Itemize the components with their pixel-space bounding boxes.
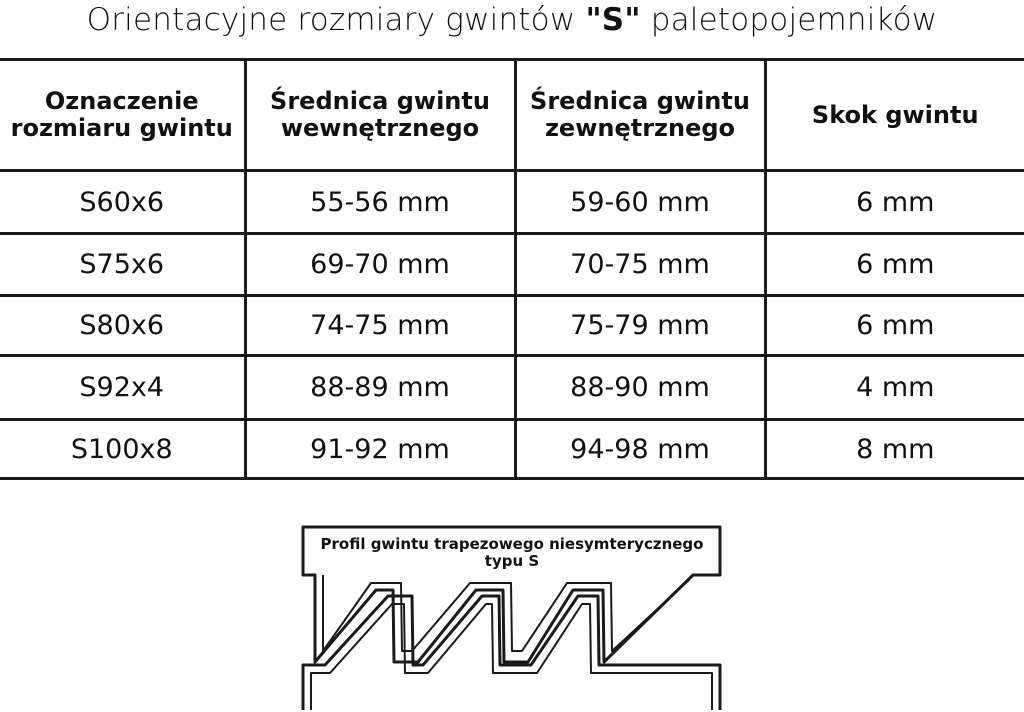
cell-external-diameter: 94-98 mm <box>515 420 765 479</box>
cell-pitch: 6 mm <box>765 296 1024 356</box>
cell-size: S75x6 <box>0 234 245 296</box>
table-row <box>0 356 1024 420</box>
table-row <box>0 234 1024 296</box>
cell-external-diameter: 88-90 mm <box>515 356 765 420</box>
cell-internal-diameter: 91-92 mm <box>245 420 515 479</box>
header-thread-pitch: Skok gwintu <box>765 60 1024 171</box>
title-highlight: "S" <box>585 2 641 38</box>
cell-size: S100x8 <box>0 420 245 479</box>
table-row <box>0 171 1024 234</box>
title-suffix: paletopojemników <box>640 2 938 38</box>
thread-size-table <box>0 58 1024 480</box>
cell-pitch: 4 mm <box>765 356 1024 420</box>
cell-internal-diameter: 88-89 mm <box>245 356 515 420</box>
header-size-designation: Oznaczenie rozmiaru gwintu <box>0 60 245 171</box>
cell-external-diameter: 75-79 mm <box>515 296 765 356</box>
table-row <box>0 296 1024 356</box>
cell-pitch: 6 mm <box>765 171 1024 234</box>
cell-pitch: 6 mm <box>765 234 1024 296</box>
cell-size: S80x6 <box>0 296 245 356</box>
cell-internal-diameter: 69-70 mm <box>245 234 515 296</box>
header-external-diameter: Średnica gwintu zewnętrznego <box>515 60 765 171</box>
profile-caption: Profil gwintu trapezowego niesymterycznego typu S <box>320 535 704 570</box>
header-internal-diameter: Średnica gwintu wewnętrznego <box>245 60 515 171</box>
cell-pitch: 8 mm <box>765 420 1024 479</box>
upper-thread-inner-outline <box>323 575 690 651</box>
cell-internal-diameter: 55-56 mm <box>245 171 515 234</box>
cell-external-diameter: 70-75 mm <box>515 234 765 296</box>
cell-internal-diameter: 74-75 mm <box>245 296 515 356</box>
table-header-row <box>0 60 1024 171</box>
title-prefix: Orientacyjne rozmiary gwintów <box>86 2 586 38</box>
cell-external-diameter: 59-60 mm <box>515 171 765 234</box>
table-row <box>0 420 1024 479</box>
cell-size: S92x4 <box>0 356 245 420</box>
cell-size: S60x6 <box>0 171 245 234</box>
page-title <box>0 0 1024 44</box>
